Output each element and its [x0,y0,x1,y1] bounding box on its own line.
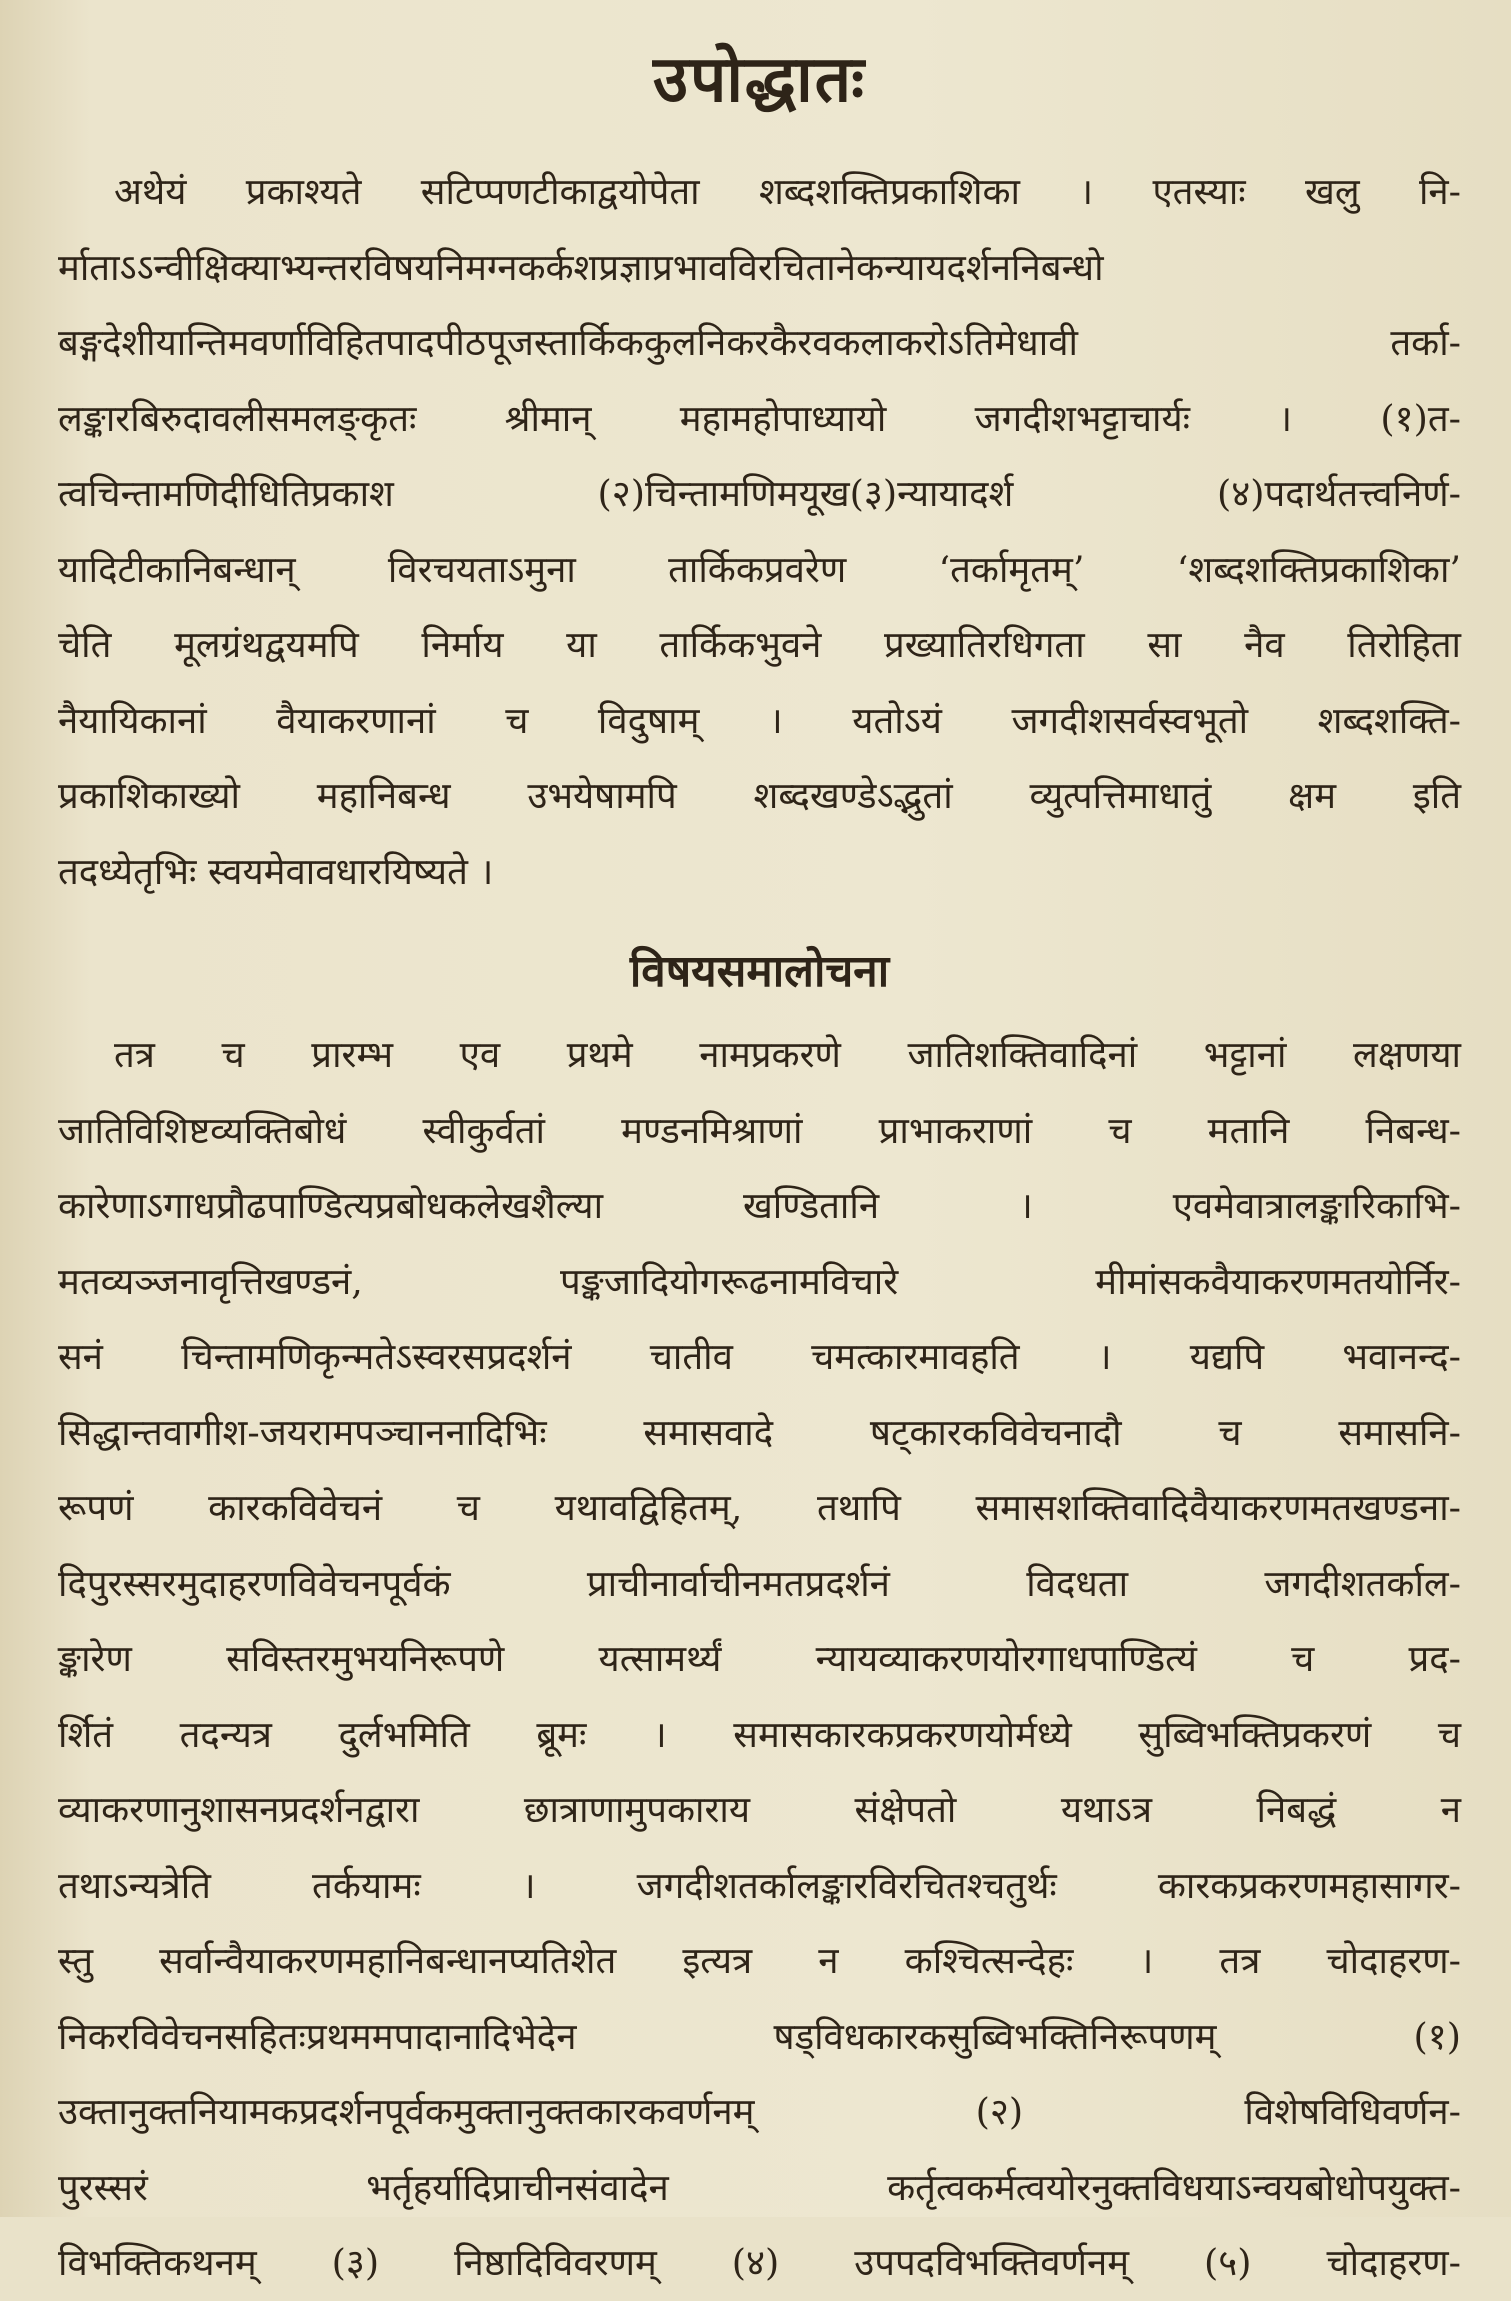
text-line: पुरस्सरं भर्तृहर्यादिप्राचीनसंवादेन कर्तृत्वकर्मत्वयोरनुक्तविधयाऽन्वयबोधोपयुक्त- [58,2165,1461,2209]
text-line: ङ्कारेण सविस्तरमुभयनिरूपणे यत्सामर्थ्यं न्यायव्याकरणयोरगाधपाण्डित्यं च प्रद- [58,1637,1461,1680]
text-line: मतव्यञ्जनावृत्तिखण्डनं, पङ्कजादियोगरूढनामविचारे मीमांसकवैयाकरणमतयोर्निर- [58,1259,1461,1303]
text-line: नैयायिकानां वैयाकरणानां च विदुषाम् । यतोऽयं जगदीशसर्वस्वभूतो शब्दशक्ति- [58,698,1461,742]
text-line: यादिटीकानिबन्धान् विरचयताऽमुना तार्किकप्रवरेण ‘तर्कामृतम्’ ‘शब्दशक्तिप्रकाशिका’ [58,547,1461,591]
text-line: अथेयं प्रकाश्यते सटिप्पणटीकाद्वयोपेता शब्दशक्तिप्रकाशिका । एतस्याः खलु नि- [114,170,1461,213]
text-line: निकरविवेचनसहितःप्रथममपादानादिभेदेन षड्विधकारकसुब्विभक्तिनिरूपणम् (१) [58,2014,1461,2058]
text-line: चेति मूलग्रंथद्वयमपि निर्माय या तार्किकभुवने प्रख्यातिरधिगता सा नैव तिरोहिता [58,623,1461,666]
text-line: त्वचिन्तामणिदीधितिप्रकाश (२)चिन्तामणिमयूख(३)न्यायादर्श (४)पदार्थतत्त्वनिर्ण- [58,472,1461,515]
text-line: लङ्कारबिरुदावलीसमलङ्कृतः श्रीमान् महामहोपाध्यायो जगदीशभट्टाचार्यः । (१)त- [58,396,1461,440]
text-line: व्याकरणानुशासनप्रदर्शनद्वारा छात्राणामुपकाराय संक्षेपतो यथाऽत्र निबद्धं न [58,1788,1461,1831]
text-line: कारेणाऽगाधप्रौढपाण्डित्यप्रबोधकलेखशैल्या खण्डितानि । एवमेवात्रालङ्कारिकाभि- [58,1184,1461,1227]
page-title: उपोद्धातः [652,42,867,117]
text-line: र्माताऽऽन्वीक्षिक्याभ्यन्तरविषयनिमग्नकर्कशप्रज्ञाप्रभावविरचितानेकन्यायदर्शननिबन्धो [58,245,1104,289]
text-line: तथाऽन्यत्रेति तर्कयामः । जगदीशतर्कालङ्कारविरचितश्चतुर्थः कारकप्रकरणमहासागर- [58,1863,1461,1907]
text-line: सनं चिन्तामणिकृन्मतेऽस्वरसप्रदर्शनं चातीव चमत्कारमावहति । यद्यपि भवानन्द- [58,1335,1461,1378]
text-line: सिद्धान्तवागीश-जयरामपञ्चाननादिभिः समासवादे षट्कारकविवेचनादौ च समासनि- [58,1410,1461,1454]
text-line: र्शितं तदन्यत्र दुर्लभमिति ब्रूमः । समासकारकप्रकरणयोर्मध्ये सुब्विभक्तिप्रकरणं च [58,1712,1461,1756]
text-line: विभक्तिकथनम् (३) निष्ठादिविवरणम् (४) उपपदविभक्तिवर्णनम् (५) चोदाहरण- [58,2241,1461,2284]
text-line: उक्तानुक्तनियामकप्रदर्शनपूर्वकमुक्तानुक्तकारकवर्णनम् (२) विशेषविधिवर्णन- [58,2090,1461,2133]
section-heading: विषयसमालोचना [629,946,890,997]
text-line: तत्र च प्रारम्भ एव प्रथमे नामप्रकरणे जातिशक्तिवादिनां भट्टानां लक्षणया [114,1033,1461,1076]
text-line: प्रकाशिकाख्यो महानिबन्ध उभयेषामपि शब्दखण्डेऽद्भुतां व्युत्पत्तिमाधातुं क्षम इति [58,774,1461,817]
text-line: दिपुरस्सरमुदाहरणविवेचनपूर्वकं प्राचीनार्वाचीनमतप्रदर्शनं विदधता जगदीशतर्काल- [58,1561,1461,1605]
subject-review-paragraph [58,1017,1461,2301]
text-line: जातिविशिष्टव्यक्तिबोधं स्वीकुर्वतां मण्डनमिश्राणां प्राभाकराणां च मतानि निबन्ध- [58,1108,1461,1152]
text-line: स्तु सर्वान्वैयाकरणमहानिबन्धानप्यतिशेत इत्यत्र न कश्चित्सन्देहः । तत्र चोदाहरण- [58,1939,1461,1982]
text-line: बङ्गदेशीयान्तिमवर्णाविहितपादपीठपूजस्तार्किककुलनिकरकैरवकलाकरोऽतिमेधावी तर्का- [58,321,1461,364]
text-line: रूपणं कारकविवेचनं च यथावद्विहितम्, तथापि समासशक्तिवादिवैयाकरणमतखण्डना- [58,1486,1461,1529]
text-line: तदध्येतृभिः स्वयमेवावधारयिष्यते । [58,849,494,893]
introduction-paragraph [58,154,1461,909]
